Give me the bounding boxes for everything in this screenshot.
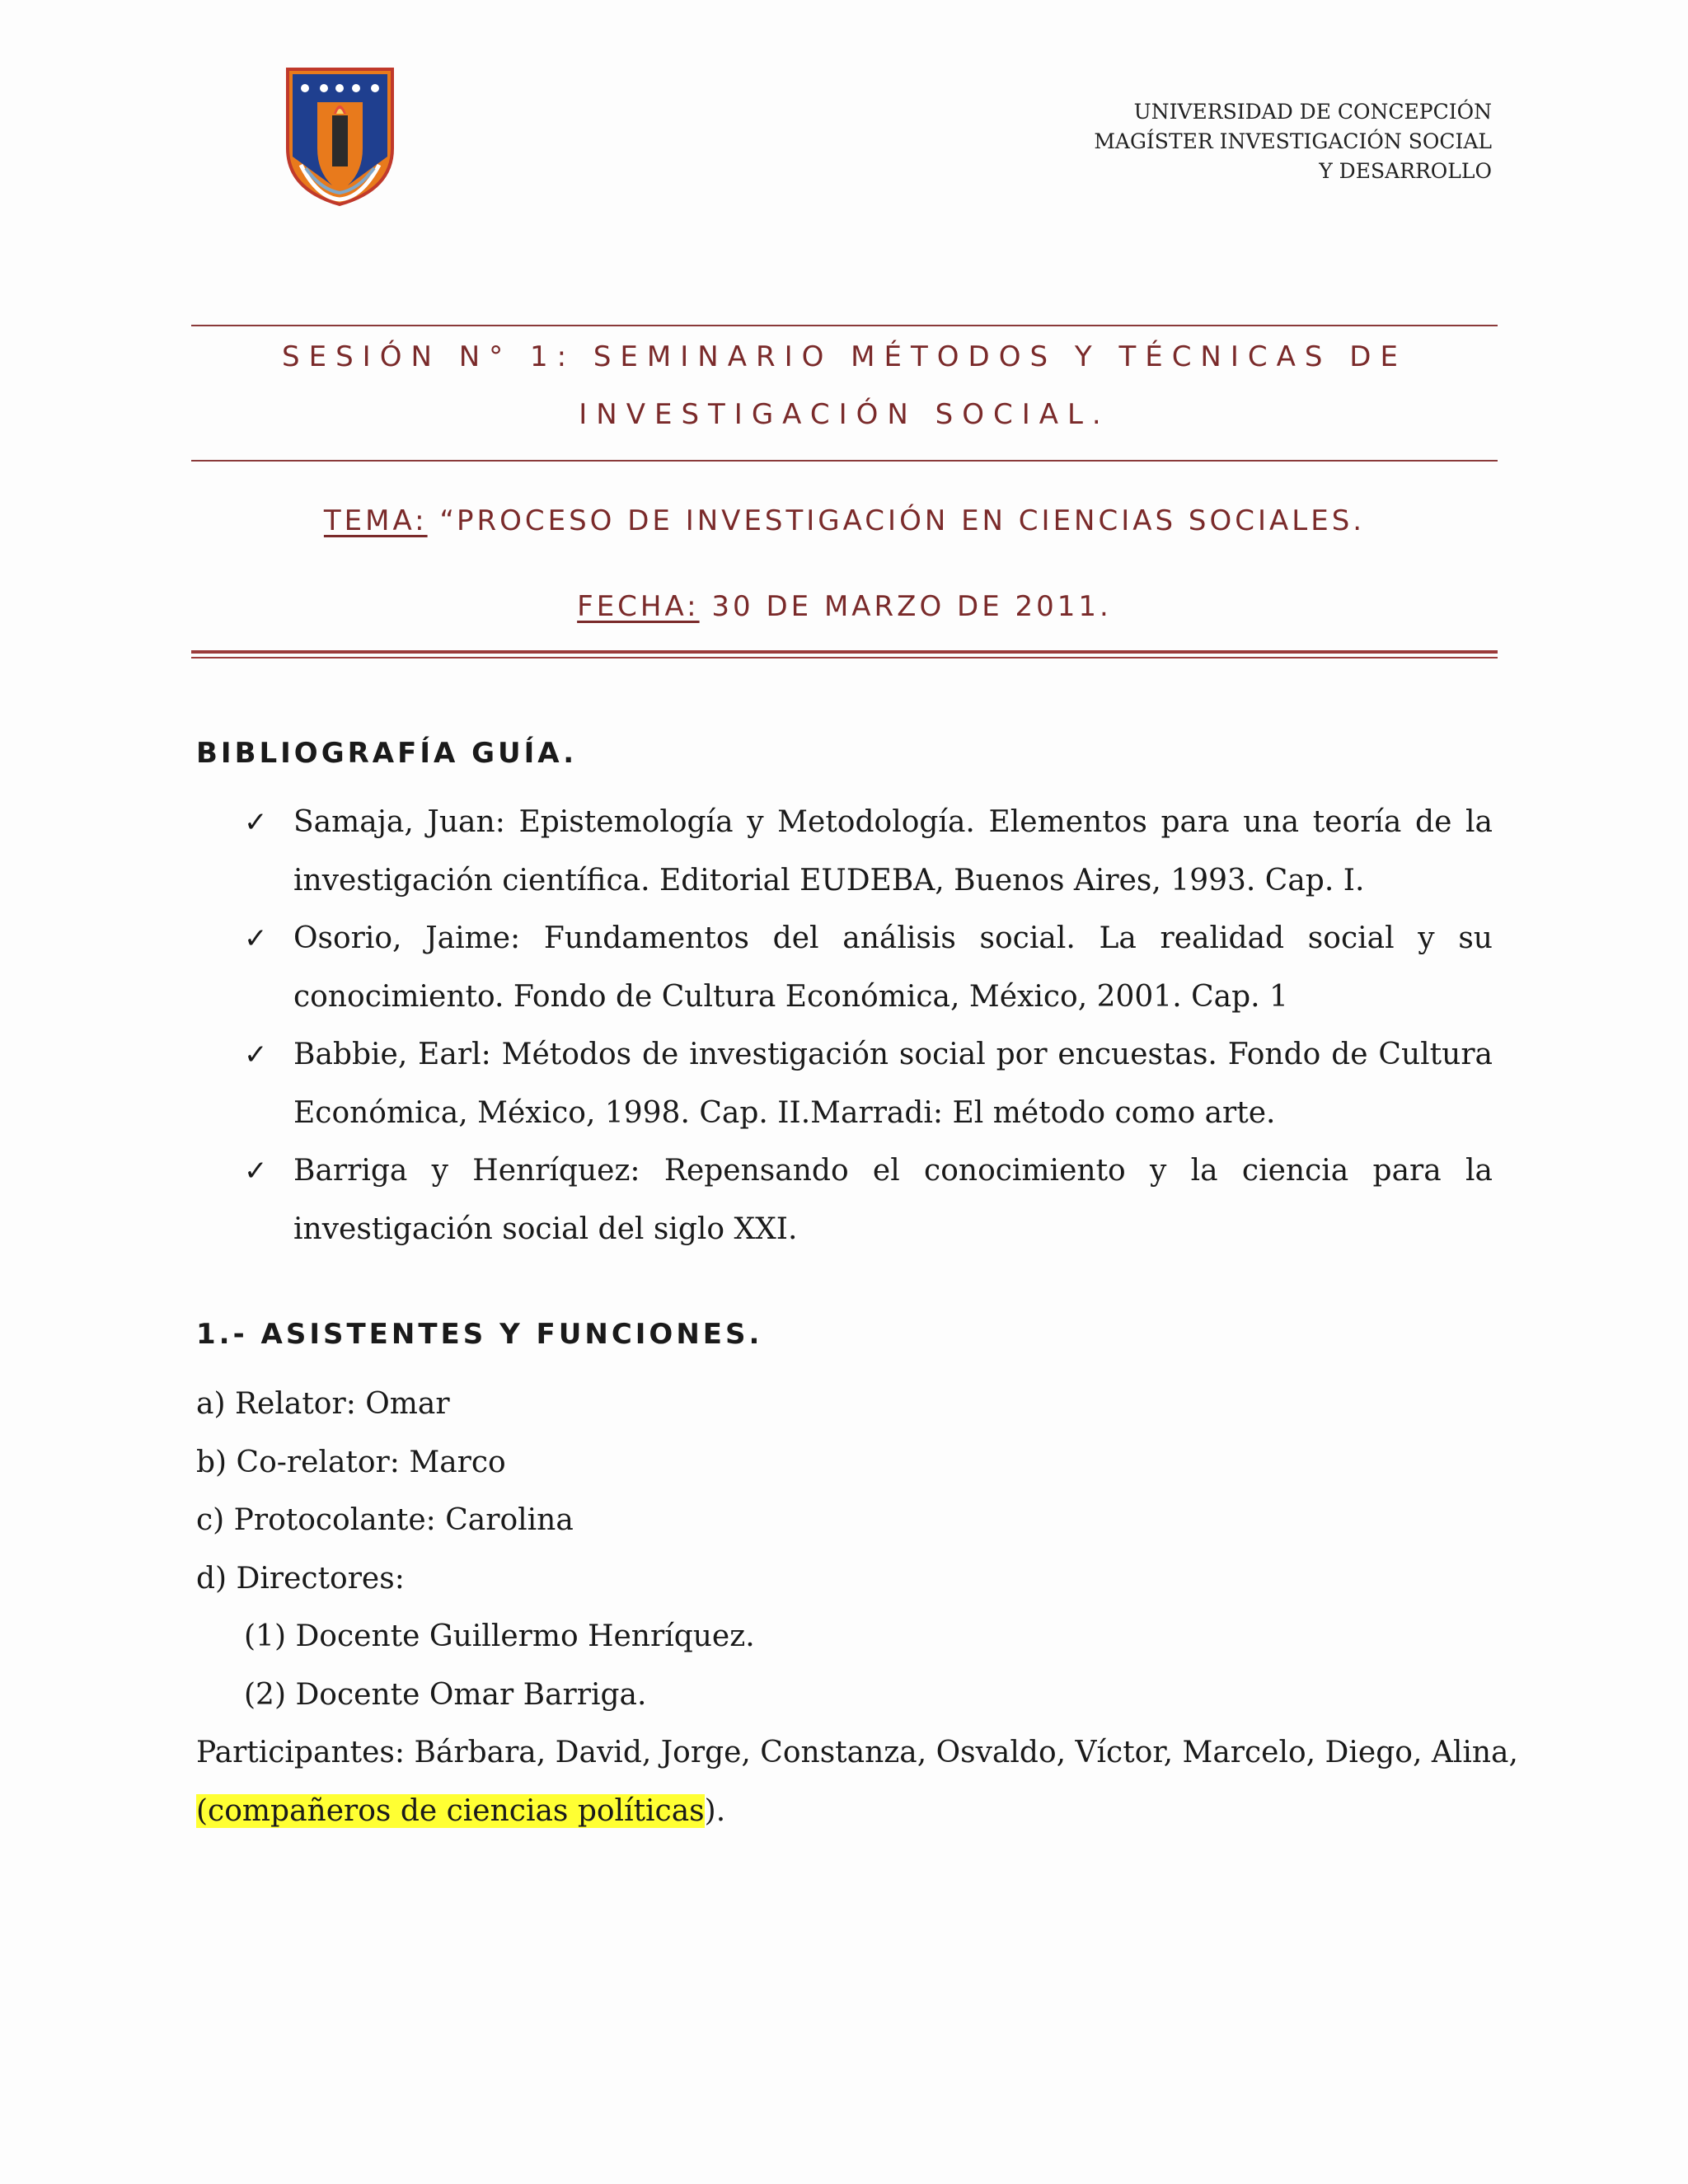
checkmark-icon: ✓ bbox=[244, 806, 268, 839]
fecha-value: 30 DE MARZO DE 2011. bbox=[699, 590, 1112, 623]
bibliography-item bbox=[244, 910, 1493, 1026]
title-bottom-rule bbox=[191, 460, 1498, 462]
tema-line bbox=[191, 504, 1498, 537]
relator-line: a) Relator: Omar bbox=[196, 1387, 450, 1421]
attendees-list bbox=[196, 1376, 1518, 1840]
institution-header bbox=[1094, 97, 1492, 186]
highlighted-note: (compañeros de ciencias políticas bbox=[196, 1793, 705, 1828]
session-title-line1: SESIÓN N° 1: SEMINARIO MÉTODOS Y TÉCNICAS DE bbox=[282, 340, 1407, 373]
bibliography-item bbox=[244, 1026, 1493, 1142]
university-name: UNIVERSIDAD DE CONCEPCIÓN bbox=[1133, 100, 1492, 124]
corelator-line: b) Co-relator: Marco bbox=[196, 1445, 506, 1479]
university-crest-logo bbox=[284, 66, 396, 208]
fecha-label: FECHA: bbox=[577, 590, 700, 623]
session-title-line2: INVESTIGACIÓN SOCIAL. bbox=[579, 398, 1110, 431]
bibliography-item-text: Osorio, Jaime: Fundamentos del análisis social. La realidad social y su conocimiento. Fondo de Cultura Económica, México, 2001. Cap. 1 bbox=[293, 921, 1493, 1014]
bibliography-item-text: Samaja, Juan: Epistemología y Metodología. Elementos para una teoría de la investigación científica. Editorial EUDEBA, Buenos Aires, 1993. Cap. I. bbox=[293, 805, 1493, 898]
checkmark-icon: ✓ bbox=[244, 922, 268, 955]
bibliography-item bbox=[244, 794, 1493, 910]
program-name-line1: MAGÍSTER INVESTIGACIÓN SOCIAL bbox=[1094, 129, 1492, 153]
tema-label: TEMA: bbox=[323, 504, 428, 537]
participants-line: Participantes: Bárbara, David, Jorge, Constanza, Osvaldo, Víctor, Marcelo, Diego, Alina, bbox=[196, 1736, 1518, 1769]
checkmark-icon: ✓ bbox=[244, 1155, 268, 1188]
bibliography-heading: BIBLIOGRAFÍA GUÍA. bbox=[196, 737, 578, 770]
participants-note-line bbox=[196, 1783, 1493, 1841]
program-name-line2: Y DESARROLLO bbox=[1319, 159, 1492, 183]
bibliography-item bbox=[244, 1142, 1493, 1258]
protocolante-line: c) Protocolante: Carolina bbox=[196, 1503, 574, 1537]
header-double-rule-thin bbox=[191, 657, 1498, 658]
director-2-line: (2) Docente Omar Barriga. bbox=[244, 1677, 647, 1712]
checkmark-icon: ✓ bbox=[244, 1038, 268, 1071]
bibliography-item-text: Barriga y Henríquez: Repensando el conocimiento y la ciencia para la investigación social del siglo XXI. bbox=[293, 1154, 1493, 1246]
bibliography-item-text: Babbie, Earl: Métodos de investigación social por encuestas. Fondo de Cultura Económica, México, 1998. Cap. II.Marradi: El método como arte. bbox=[293, 1038, 1493, 1130]
tema-value: “PROCESO DE INVESTIGACIÓN EN CIENCIAS SOCIALES. bbox=[427, 504, 1366, 537]
header-double-rule-thick bbox=[191, 650, 1498, 654]
bibliography-list bbox=[244, 794, 1493, 1258]
fecha-line bbox=[191, 590, 1498, 623]
directores-line: d) Directores: bbox=[196, 1561, 405, 1596]
title-top-rule bbox=[191, 325, 1498, 326]
section-1-heading: 1.- ASISTENTES Y FUNCIONES. bbox=[196, 1318, 763, 1351]
participants-note-end: ). bbox=[704, 1793, 726, 1828]
session-title bbox=[191, 328, 1498, 443]
director-1-line: (1) Docente Guillermo Henríquez. bbox=[244, 1619, 755, 1653]
